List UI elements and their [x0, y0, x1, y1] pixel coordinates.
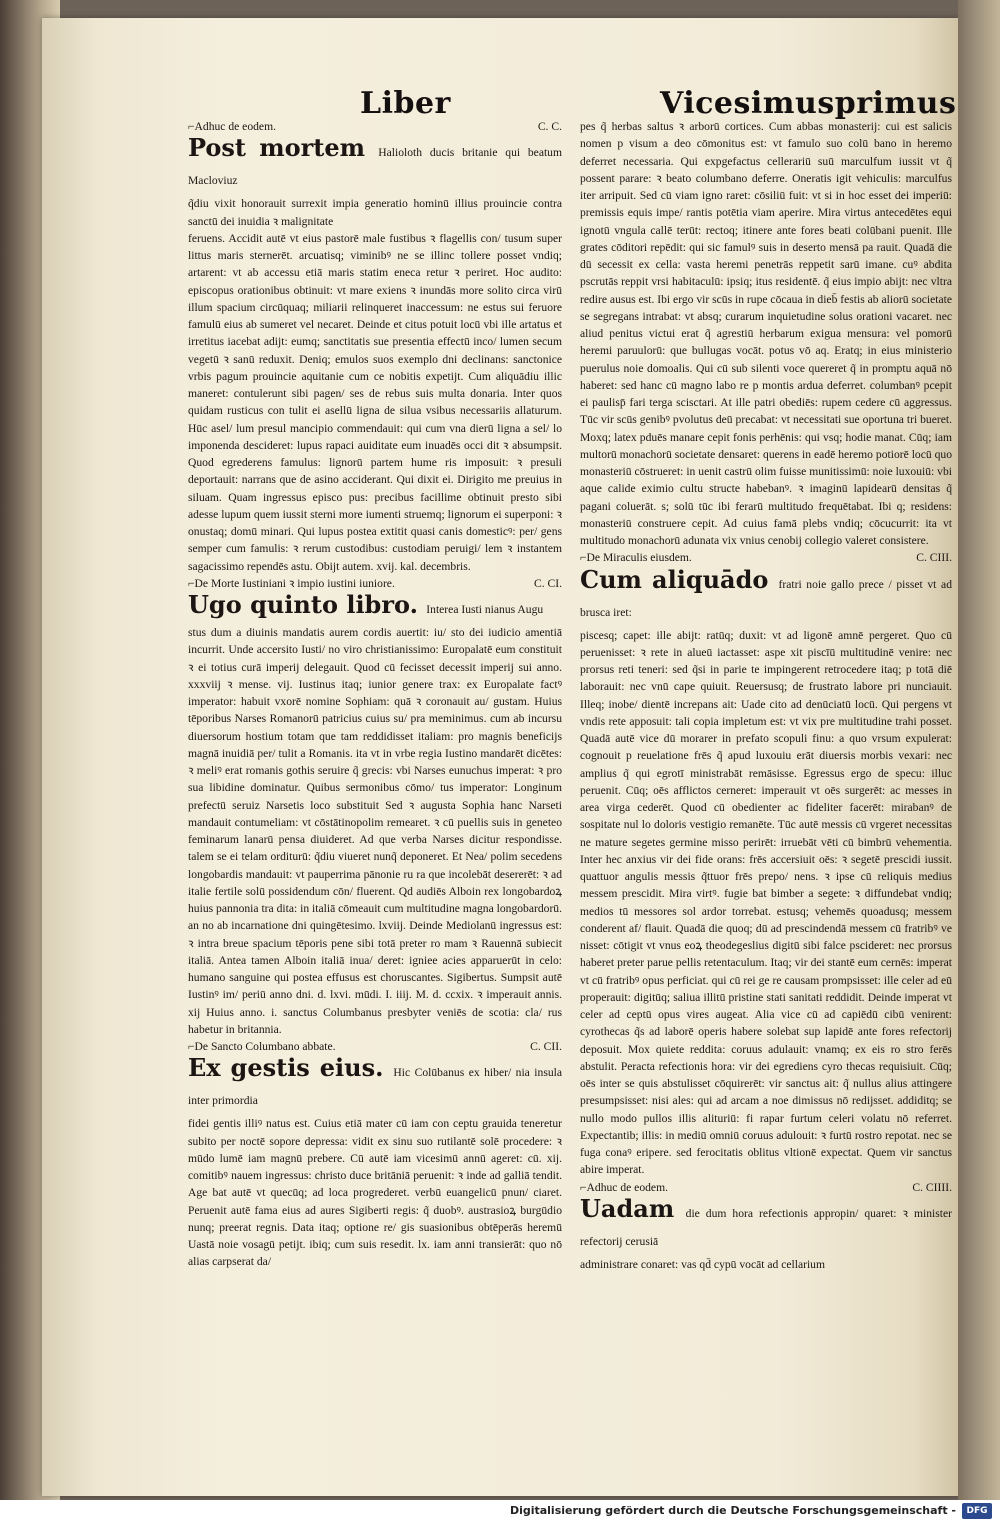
body-paragraph: feruens. Accidit autē vt eius pastorē male fustibus ꝛ flagellis con/ tusum super littus maris sternerēt. arcuatisq; viminibꝰ ne se illinc tollere posset vndiq; artarent: vt ab accessu etiā maris statim eneca retur ꝛ periret. Hoc audito: episcopus orationibus obtinuit: vt mare exiens ꝛ inundās more solito circa virū illum spacium circūquaq; miliarii relinqueret inaccessum: ne estus sui feruore famulū eius ab sumeret vel necaret. Deinde et citus potuit locū vbi ille artatus et irretitus iacebat adijt: eumq; sanctitatis sue presentia effectū inco/ lumen secum vegetū ꝛ sanū reduxit. Deniq; emulos suos exemplo dni declinans: sanctonice vrbis pagum prouincie aquitanie cum ce nobitis expetijt. Cum aliquādiu illic maneret: contulerunt sibi pagen/ ses de rebus suis multa donaria. Inter quos quidam rusticus con tulit ei asellū ligna de silua vsibus necessariis allaturum. Hūc asel/ lum presul mancipio commendauit: qui cum vna dierū ligna a sel/ lo imponenda descideret: lupus rapaci auiditate eum inuadēs occi dit ꝛ absumpsit. Quod egrederens famulus: lignorū partem hume ris imposuit: ꝛ presuli deportauit: narrans que de asino acciderant. Qui dixit ei. Dirigito me preuius in siluam. Quam ingressus episco pus: precibus facillime obtinuit presto sibi adesse lupum quem iussit sterni more iumenti struemq; lignorum ei superponi: ꝛ onustaq; domū minari. Qui lupus postea extitit quasi canis domesticꝰ: per/ gens semper cum famulis: ꝛ rerum custodibus: custodiam peruigi/ lem ꝛ instantem sagacissimo rependēs astu. Obijt autem. xvij. kal. decembris.: [188, 231, 562, 573]
running-head-left: Liber: [360, 86, 451, 121]
initial-line-text: fratri noie gallo prece / pisset vt ad brusca iret:: [580, 577, 952, 619]
initial-line: [580, 1193, 952, 1256]
chapter-number: C. CI.: [533, 576, 562, 590]
book-edge-right: [958, 0, 1000, 1500]
body-paragraph: fidei gentis illiꝰ natus est. Cuius etiā mater cū iam con ceptu grauida teneretur subito per noctē sopore depressa: vidit ex sinu suo rutilantē solē procedere: ꝛ mūdo lumē iam magnū prebere. Cū autē iam vicesimū annū ageret: cū. xij. comitibꝰ nauem ingressus: christo duce britāniā peruenit: ꝛ inde ad galliā tendit. Age bat autē vt quecūq; ad loca progrederet. verbū euangelicū pnun/ ciaret. Peruenit autē fama eius ad aures Sigiberti regis: q̃ duobꝰ. austrasioꝝ burgūdio nunq; preerat regnis. Data itaq; optione re/ gis suasionibus obtēperās heremū Uastā noie vosagū petijt. ibiq; cum suis resedit. lx. iam anni transierāt: quo nō alias carpserat da/: [188, 1117, 562, 1269]
body-paragraph: administrare conaret: vas qd̄ cypū vocāt ad cellarium: [580, 1257, 825, 1271]
left-column: [188, 118, 562, 1271]
body-paragraph: piscesq; capet: ille abijt: ratūq; duxit: vt ad ligonē amnē pergeret. Quo cū peruenisset: ꝛ rete in alueū iactasset: aspe xit piscīū multitudinē venire: nec prorsus reti teneri: sed q̃si in parie te impingerent retrocedere itaq; p totā diē laborauit: nec vnū cape quiuit. Reuersusq; de frustrato labore pri nunciauit. Illeq; inobe/ dientē increpans ait: Uade cito ad denūciatū locū. Qui pergens vt vndis rete apposuit: tali copia impletum est: vt vix pre multitudine trahi posset. Quadā autē vice dū morarer in prefato scopuli finu: a quo vrsum expulerat: cognouit p reuelatione frēs q̃ apud luxouiu erāt diuersis morbis vexari: nec amplius q̃ qui egrotī ministrabāt remāsisse. Egressus ergo de specu: illuc peruenit. Cūq; oēs afflictos cerneret: imperauit vt oēs surgerēt: ac messes in area virga cederēt. Quod cū obedienter ac fideliter facerēt: mirabanꝰ de sospitate nul lo doloris vestigio remanēte. Tūc autē messis cū vrgeret necessitas ne mature segetes germine misso perirēt: irruebāt vēti cū bimbrū vehementia. Inter hec anxius vir dei fide orans: frēs accersiuit oēs: ꝛ segetē prescidi iussit. quattuor angulis messis q̃ttuor frēs prepo/ nens. ꝛ ipse cū reliquis medius messem prescidit. Mira virtꝰ. fugie bat bimber a segete: ꝛ diffundebat vndiq; medios tū messores sol ardor torrebat. estusq; vehemēs quoadusq; messem conderent af/ flauit. Quadā die quoq; dū ad prescindendā messem cū fratribꝰ ve nisset: cōtigit vt vnus eoꝝ theodegeslius digitū sibi falce pscideret: nec prorsus haberet preter parue pellis retentaculum. Itaq; vir dei stantē eum cernēs: imperat vt cū fratribꝰ opus perficiat. qui cū rei ge re causam prompsisset: ille celer ad eū properauit: digitūq; saliua illitū pristine stati sanitati reddidit. Deinde imperat vt celer ad ceptū opus vires augeat. Alia vice cū ad capiēdū cibū venirent: cyrothecas q̃s ad laborē operis habere solebat sup lapidē ante fores refectorij deposuit. Mox quiete reddita: coruus adulauit: vnamq; ex eis ro stro ferēs abstulit. Peracta refectionis hora: vir dei egrediens cyro thecas requisiuit. Cūq; oēs inter se quis abstulisset cōquirerēt: vir sanctus ait: q̃ nullus alius attingere presumpsisset: nisi ales: qui ad arcam a noe dimissus nō redijsset. addiditq; se nullo modo pullos illis alituriū: fi rapar furtum celeri volatu nō referret. Expectantib; illis: in mediū omniū coruus adulouit: ꝛ furtū rostro repotat. nec se fuga conaꝰ eripere. sed ferocitatis oblitus vltionē expectat. Quem vir sanctus abire imperat.: [580, 628, 952, 1177]
display-initial: Ugo quinto libro.: [188, 590, 427, 619]
initial-line-text: Halioloth ducis britanie qui beatum Macloviuz: [188, 146, 563, 188]
display-initial: Ex gestis eius.: [188, 1053, 394, 1083]
initial-line-text: Interea Iusti nianus Augu: [426, 603, 544, 616]
rubric-title: ⌐De Morte Iustiniani ꝛ impio iustini iuniore.: [188, 576, 395, 590]
rubric-title: ⌐De Miraculis eiusdem.: [580, 551, 692, 565]
initial-line-text: die dum hora refectionis appropin/ quaret: ꝛ minister refectorij cerusiā: [580, 1206, 952, 1248]
initial-line-text: Hic Colūbanus ex hiber/ nia insula inter primordia: [188, 1066, 562, 1108]
display-initial: Uadam: [580, 1193, 686, 1223]
body-paragraph: pes q̃ herbas saltus ꝛ arborū cortices. Cum abbas monasterij: cui est salicis nomen p visum a deo cōmonitus est: vt famulo suo colū bano in heremo deferret necessaria. Qui expgefactus cellerariū suū marculfum iussit vt q̃ possent parare: ꝛ beato columbano deferre. Oneratis igit vehiculis: marculfus iter arripuit. Sed cū viam igno raret: cōsiliū fuit: vt si in hoc esset dei imperiū: premissis equis impe/ rantis potētia viam aperire. Mira virtus antecedētes equi ignotū vngula callē terūt: rectoq; itinere ante fores beati colūbani puenit. Ille grates cōditori repēdit: qui sic famulꝰ suis in deserto mensā pa rauit. Quadā die dū secessit ex cella: vasta heremi penetrās reppetit sarū imane. cuꝰ abdita pscrutās reppit vrsi habitaculū: ipsiq; itus residentē. q̃ eius impio abijt: nec vltra redire ausus est. Ibi ergo vir scūs in rupe cōcaua in dieb̄ festis ab aliorū societate se segregans intrabat: vt absq; curarum inquietudine solus orationi vacaret. nec aliud penitus victui erat q̃ agrestiū herbarum exigua mensura: vel pomorū heremi paruulorū: que bullugas vocāt. potus vō aq. Eratq; in eius ministerio puerulus noie domoalis. Qui cū sub silenti voce quereret q̃ in promptu aquā nō haberet: sed hanc cū magno labo re p montis ardua deferret. columbanꝰ pcepit ei paulisp̄ fari terga scisctari. At ille patri obediēs: rupem cedere cū aggressus. Tūc vir scūs genibꝰ pvolutus deū precabat: vt necessitati sue oportuna tri bueret. Moxq; latex pduēs manare cepit fonis perhēnis: qui vsq; hodie manat. Cūq; iam multorū monachorū societate densaret: querens in eadē heremo potiorē locū quo monasteriū cōstrueret: in uenit castrū olim fuisse munitissimū: noie luxouiū: vbi aque calide eximio cultu structe habebanꝰ. ꝛ imaginū lapidearū densitas q̃ pagani coluerāt. s; solū tūc ibi ferarū multitudo frequētabat. Ibi q; residens: monasteriū construere cepit. Ad cuius famā plebs vndiq; cōcucurrit: ita vt multitudo monachorū adunata vix vnius cenobij collegio valeret consistere.: [580, 120, 952, 547]
footer-bar: [0, 1500, 1000, 1523]
initial-line: [188, 135, 562, 195]
book-page: [42, 18, 960, 1496]
chapter-number: C. C.: [537, 120, 562, 133]
initial-line: [188, 1055, 562, 1115]
display-initial: Post mortem: [188, 133, 379, 163]
dfg-logo: DFG: [962, 1503, 992, 1519]
right-column: [580, 118, 952, 1273]
chapter-number: C. CII.: [530, 1040, 562, 1053]
rubric-title: ⌐De Sancto Columbano abbate.: [188, 1040, 336, 1053]
chapter-number: C. CIII.: [916, 551, 952, 565]
footer-credit: Digitalisierung gefördert durch die Deutsche Forschungsgemeinschaft -: [509, 1504, 956, 1517]
rubric-title: ⌐Adhuc de eodem.: [580, 1180, 668, 1194]
chapter-number: C. CIIII.: [912, 1180, 952, 1194]
running-head-right: Vicesimusprimus: [660, 86, 957, 121]
display-initial: Cum aliquādo: [580, 564, 779, 594]
rubric-title: ⌐Adhuc de eodem.: [188, 120, 276, 133]
body-paragraph: stus dum a diuinis mandatis aurem cordis auertit: iu/ sto dei iudicio amentiā incurrit. Unde accersito Iusti/ no viro christianissimo: Europalatē eum constituit ꝛ ei totius curā imperij delegauit. Quod cū fecisset decessit imperij sui anno. xxxviij ꝛ mense. vij. Iustinus itaq; iunior genere trax: ex Europalate factꝰ imperator: habuit vxorē nomine Sophiam: quā ꝛ coronauit au/ gustam. Huius tēporibus Narses Romanorū patricius cuius su/ pra meminimus. cum ab incursu diuersorum hostium totam que tam reddidisset italiam: pro magnis beneficijs magnā inuidiā per/ tulit a Romanis. ita vt in vrbe regia Iustino mandarēt dicētes: ꝛ meliꝰ erat romanis gothis seruire q̃ grecis: vbi Narses eunuchus imperat: ꝛ pro sua libidine dominatur. Quibus sermonibus cōmo/ tus imperator: Longinum prefectū seruiz Narsetis loco substituit Sed ꝛ augusta Sophia hanc Narseti mandauit contumeliam: vt cōstātinopolim remearet. ꝛ cū puellis suis in geneteo feminarum lanarū pensa diuideret. Ad que verba Narses dicitur respondisse. talem se ei telam orditurū: q̃diu viueret nunq̃ deponeret. Et Nea/ polim secedens longobardis mandauit: vt pauperrima pānonie ru ra que incolebāt desererēt: ꝛ ad italie fertile solū possidendum cōn/ fluerent. Qd audiēs Alboin rex longobardoꝝ huius pannonia tra dita: in italiā cōmeauit cum multitudine magna longobardorū. an no ab incarnatione dni quingētesimo. lxviij. Deinde Mediolanū ingressus est: ꝛ intra breue spacium tēporis pene sibi totā preter ro mam ꝛ Rauennā subiecit italiā. Antea tamen Alboin italiā inua/ deret: igniee acies apparuerūt in celo: humano sanguine qui postea effusus est choruscantes. Sigibertus. Sumpsit autē Iustinꝰ im/ periū anno dni. d. lxvi. mūdi. I. iiij. M. d. ccxix. ꝛ imperauit annis. xij Huius anno. i. sanctus Columbanus presbyter veniēs de scotia: cla/ rus habetur in britannia.: [188, 626, 562, 1036]
initial-line: [188, 592, 562, 624]
initial-line: [580, 564, 952, 627]
body-paragraph: q̃diu vixit honorauit surrexit impia generatio hominū illius prouincie contra sanctū dei inuidia ꝛ malignitate: [188, 197, 562, 228]
